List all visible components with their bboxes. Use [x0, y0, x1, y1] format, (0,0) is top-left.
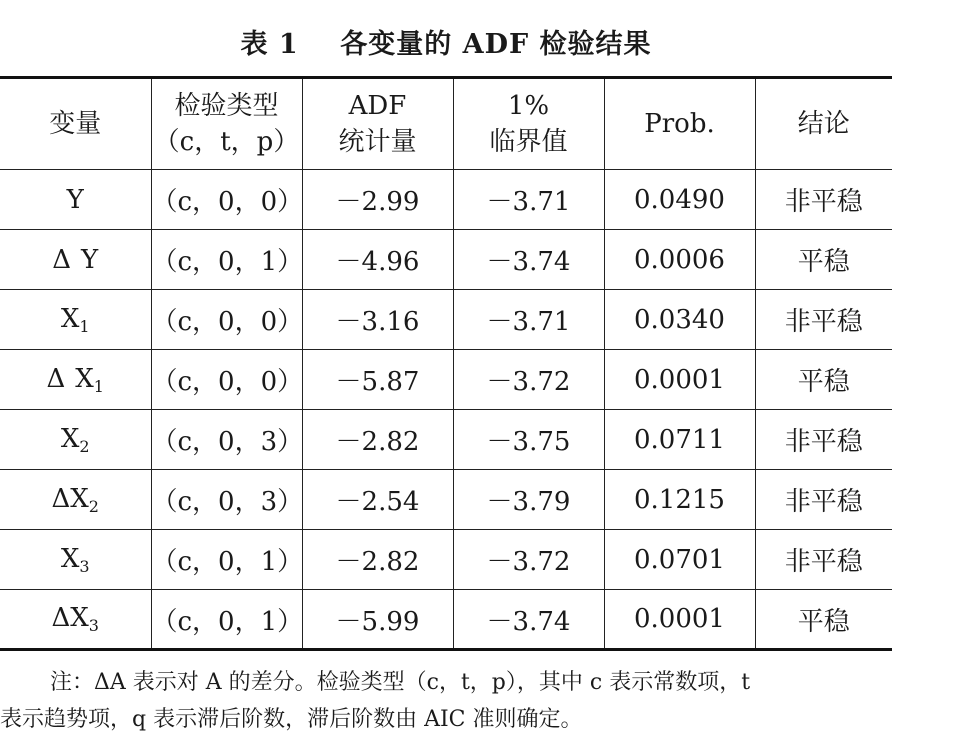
cell-critical: －3.79 [453, 470, 604, 530]
header-prob [604, 78, 755, 170]
table-row [0, 530, 892, 590]
header-variable [0, 78, 151, 170]
cell-adf: －5.99 [302, 590, 453, 650]
cell-test-type: （c，0，0） [151, 170, 302, 230]
table-title: 表 1 各变量的 ADF 检验结果 [240, 29, 652, 60]
cell-prob: 0.0701 [604, 530, 755, 590]
cell-critical: －3.75 [453, 410, 604, 470]
cell-adf: －3.16 [302, 290, 453, 350]
variable-subscript: 3 [88, 616, 99, 635]
cell-result: 平稳 [755, 590, 892, 650]
variable-subscript: 1 [93, 376, 104, 396]
header-adf-label: ADF [348, 91, 407, 121]
cell-result: 非平稳 [755, 470, 892, 530]
header-critical-label: 1% [507, 91, 550, 121]
table-row [0, 470, 892, 530]
header-result-label: 结论 [797, 109, 850, 139]
cell-critical: －3.74 [453, 590, 604, 650]
delta-symbol: Δ [51, 603, 71, 633]
cell-adf: －2.82 [302, 410, 453, 470]
table-row [0, 350, 892, 410]
cell-result: 非平稳 [755, 290, 892, 350]
cell-critical: －3.74 [453, 230, 604, 290]
cell-prob: 0.0711 [604, 410, 755, 470]
table-row [0, 230, 892, 290]
cell-critical: －3.72 [453, 350, 604, 410]
cell-adf: －5.87 [302, 350, 453, 410]
cell-test-type: （c，0，0） [151, 290, 302, 350]
cell-result: 非平稳 [755, 530, 892, 590]
header-critical-sub: 临界值 [489, 127, 568, 157]
cell-variable [0, 410, 151, 470]
header-variable-label: 变量 [49, 109, 102, 139]
cell-variable [0, 170, 151, 230]
variable-subscript: 1 [79, 316, 90, 336]
table-row [0, 590, 892, 650]
footnote-line-2: 表示趋势项，q 表示滞后阶数，滞后阶数由 AIC 准则确定。 [0, 707, 583, 732]
header-adf [302, 78, 453, 170]
variable-name: X [70, 483, 89, 514]
variable-name: Y [66, 184, 84, 215]
adf-results-table [0, 76, 892, 651]
cell-variable [0, 470, 151, 530]
cell-adf: －2.99 [302, 170, 453, 230]
cell-variable [0, 590, 151, 650]
table-row [0, 170, 892, 230]
cell-adf: －4.96 [302, 230, 453, 290]
cell-critical: －3.72 [453, 530, 604, 590]
header-result [755, 78, 892, 170]
header-prob-label: Prob. [644, 109, 715, 139]
cell-test-type: （c，0，3） [151, 410, 302, 470]
delta-symbol: Δ [52, 244, 72, 275]
cell-test-type: （c，0，0） [151, 350, 302, 410]
delta-symbol: Δ [46, 363, 66, 394]
delta-symbol: Δ [51, 483, 71, 514]
variable-name: Y [81, 244, 99, 275]
table-footnote [0, 664, 892, 738]
header-row [0, 78, 892, 170]
variable-name: X [60, 303, 80, 334]
variable-name: X [60, 543, 80, 574]
cell-test-type: （c，0，3） [151, 470, 302, 530]
cell-prob: 0.0006 [604, 230, 755, 290]
cell-result: 非平稳 [755, 170, 892, 230]
variable-subscript: 2 [88, 496, 99, 516]
cell-test-type: （c，0，1） [151, 590, 302, 650]
footnote-line-1: 注：ΔA 表示对 A 的差分。检验类型（c，t，p），其中 c 表示常数项，t [50, 670, 751, 695]
cell-prob: 0.0001 [604, 590, 755, 650]
table-row [0, 290, 892, 350]
cell-test-type: （c，0，1） [151, 530, 302, 590]
header-adf-sub: 统计量 [338, 127, 417, 157]
header-test-type-label: 检验类型 [174, 91, 279, 121]
cell-result: 非平稳 [755, 410, 892, 470]
table-row [0, 410, 892, 470]
cell-variable [0, 230, 151, 290]
variable-subscript: 3 [79, 556, 90, 576]
variable-name: X [75, 363, 94, 394]
header-critical [453, 78, 604, 170]
cell-critical: －3.71 [453, 290, 604, 350]
cell-test-type: （c，0，1） [151, 230, 302, 290]
cell-adf: －2.54 [302, 470, 453, 530]
cell-critical: －3.71 [453, 170, 604, 230]
header-test-type-params: （c，t，p） [153, 127, 300, 157]
variable-name: X [70, 603, 89, 633]
cell-variable [0, 290, 151, 350]
header-test-type [151, 78, 302, 170]
variable-subscript: 2 [79, 436, 90, 456]
cell-result: 平稳 [755, 350, 892, 410]
variable-name: X [60, 423, 80, 454]
cell-prob: 0.0490 [604, 170, 755, 230]
cell-result: 平稳 [755, 230, 892, 290]
cell-prob: 0.0001 [604, 350, 755, 410]
cell-variable [0, 530, 151, 590]
cell-adf: －2.82 [302, 530, 453, 590]
cell-variable [0, 350, 151, 410]
cell-prob: 0.1215 [604, 470, 755, 530]
cell-prob: 0.0340 [604, 290, 755, 350]
